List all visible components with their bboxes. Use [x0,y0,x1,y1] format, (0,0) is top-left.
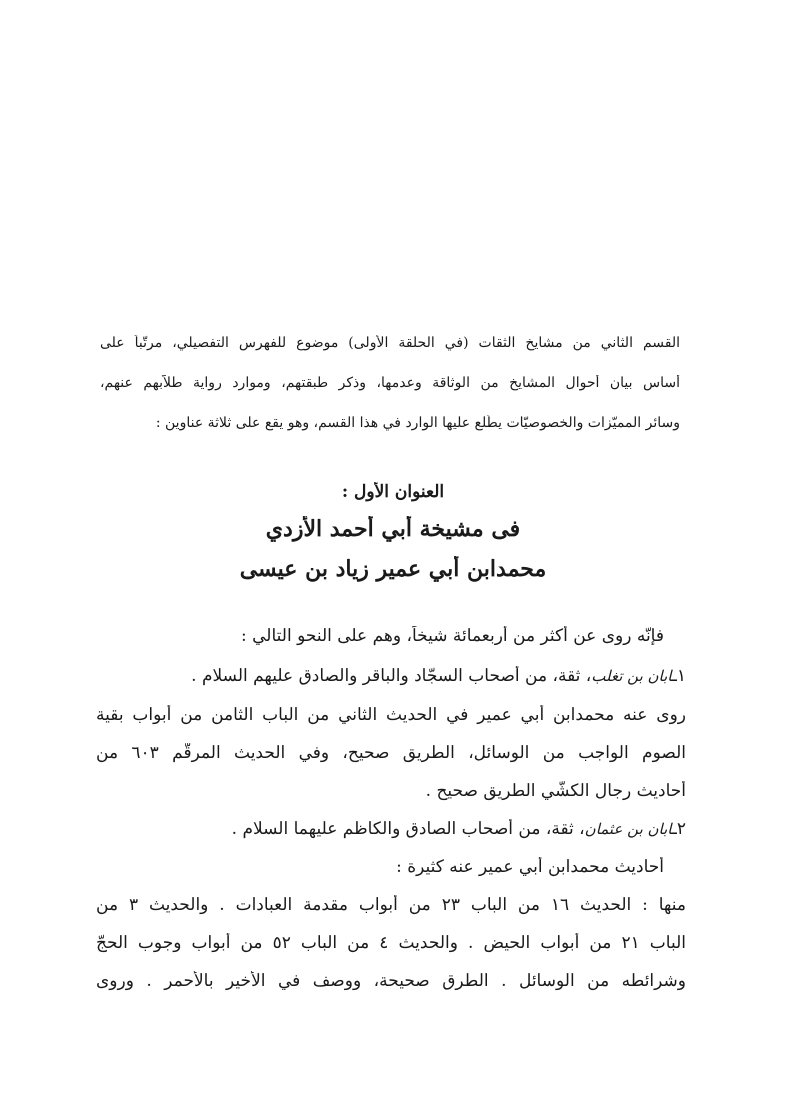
entry-1-text-line-3: أحاديث رجال الكشّي الطريق صحيح . [425,781,686,801]
entry-1-number: ١ـ [671,666,686,686]
section-label: العنوان الأول : [341,482,445,502]
intro-line-1: القسم الثاني من مشايخ الثقات (في الحلقة الأولى) موضوع للفهرس التفصيلي، مرتّباً على [100,335,680,351]
entry-2-text-line-3: وشرائطه من الوسائل . الطرق صحيحة، ووصف في الأخير بالأحمر . وروى [96,971,686,991]
entry-2-intro: أحاديث محمدابن أبي عمير عنه كثيرة : [396,857,664,877]
entry-2-text-line-1: منها : الحديث ١٦ من الباب ٢٣ من أبواب مقدمة العبادات . والحديث ٣ من [96,895,686,915]
entry-2-name: ابان بن عثمان [584,820,672,838]
entry-1-text-line-1: روى عنه محمدابن أبي عمير في الحديث الثاني من الباب الثامن من أبواب بقية [96,705,686,725]
section-title-line-1: فى مشيخة أبي أحمد الأزدي [265,516,521,542]
entry-2-header [96,819,686,839]
entry-1-description: ، ثقة، من أصحاب السجّاد والباقر والصادق عليهم السلام . [191,666,592,686]
section-title-line-2: محمدابن أبي عمير زياد بن عيسى [239,556,547,582]
entry-2-description: ، ثقة، من أصحاب الصادق والكاظم عليهما السلام . [231,819,585,839]
opening-line: فإنّه روى عن أكثر من أربعمائة شيخاً، وهم على النحو التالي : [240,626,664,646]
entry-2-text-line-2: الباب ٢١ من أبواب الحيض . والحديث ٤ من الباب ٥٢ من أبواب وجوب الحجّ [96,933,686,953]
intro-line-2: أساس بيان أحوال المشايخ من الوثاقة وعدمها، وذكر طبقتهم، وموارد رواية طلاّبهم عنهم، [100,375,680,391]
entry-1-header [96,666,686,686]
entry-2-number: ٢ـ [671,819,686,839]
entry-1-text-line-2: الصوم الواجب من الوسائل، الطريق صحيح، وفي الحديث المرقّم ٦٠٣ من [96,743,686,763]
intro-line-3: وسائر المميّزات والخصوصيّات يطّلع عليها الوارد في هذا القسم، وهو يقع على ثلاثة عناوين : [155,415,680,431]
entry-1-name: ابان بن تغلب [591,667,672,685]
